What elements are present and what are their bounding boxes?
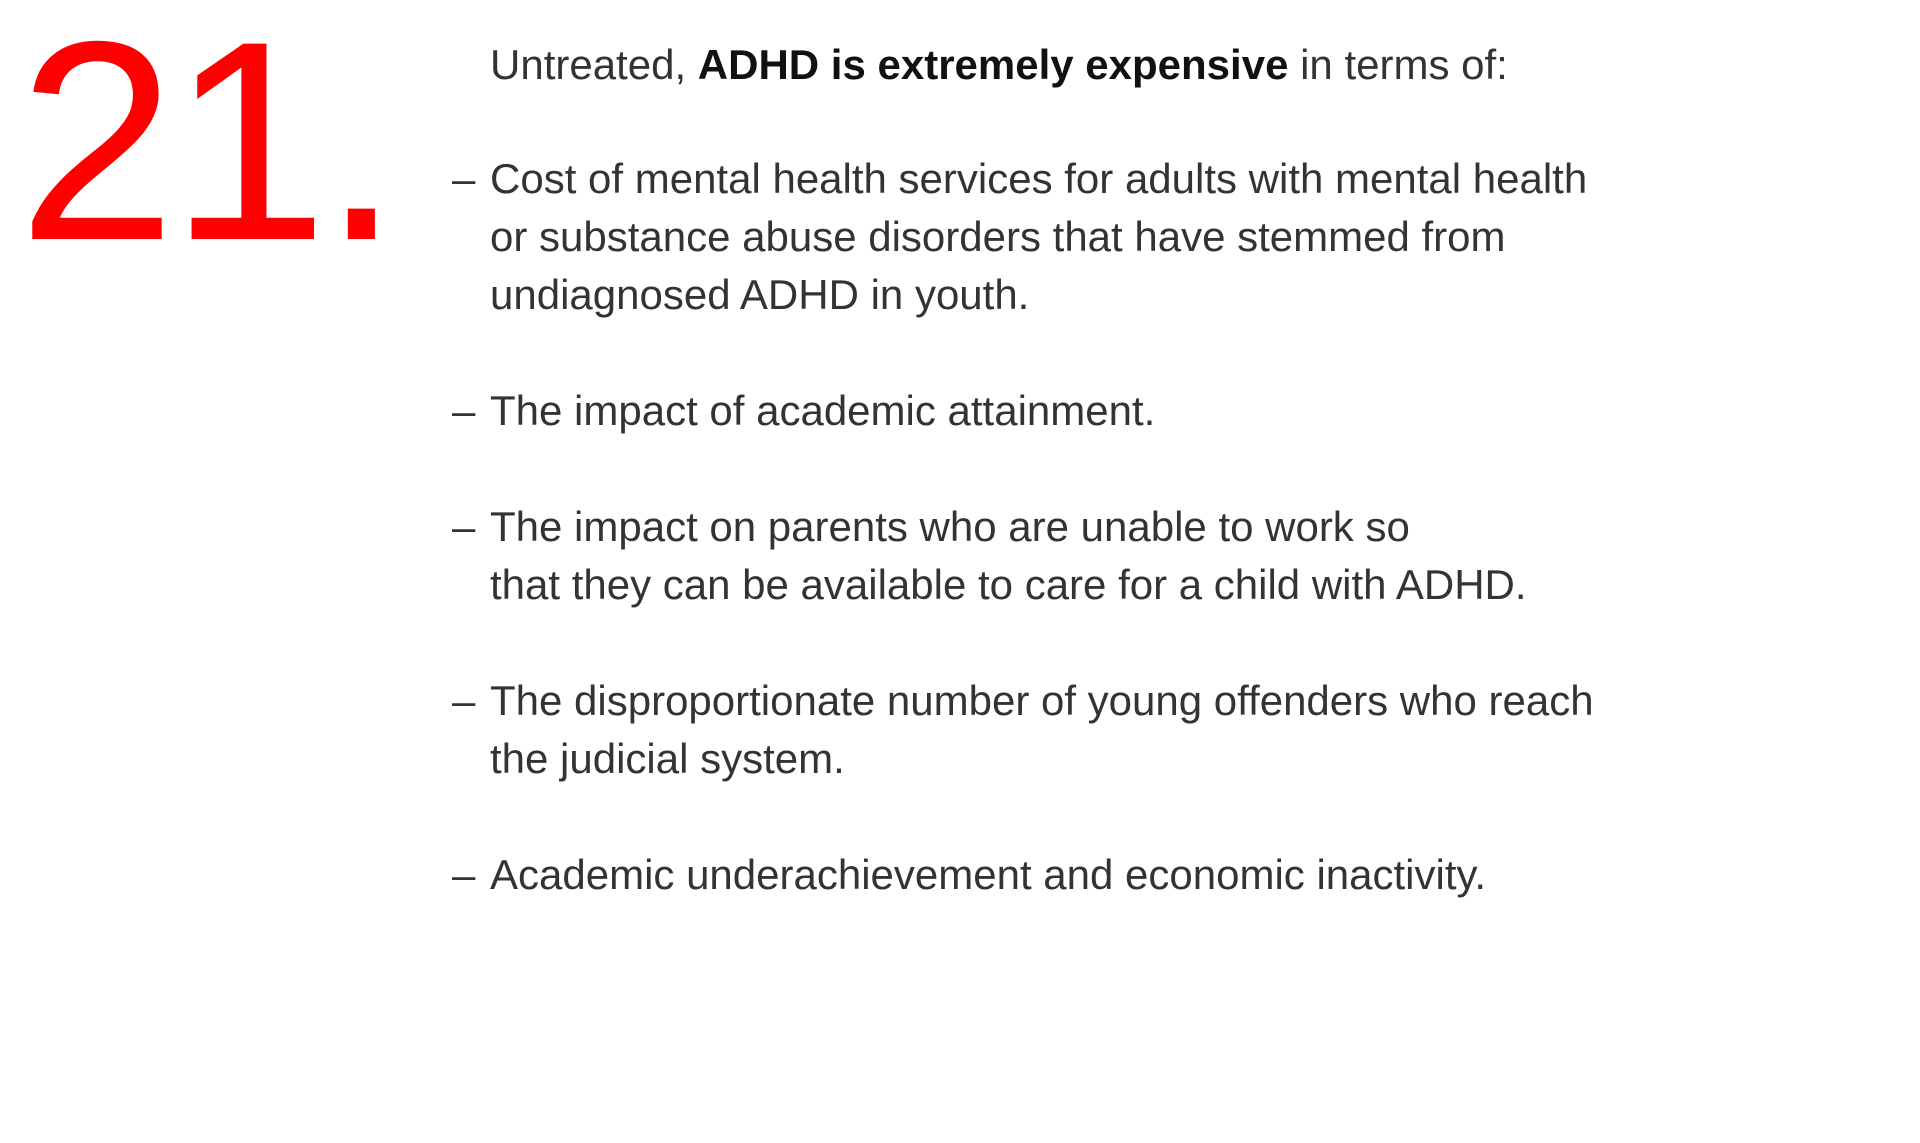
- list-item-line: Cost of mental health services for adults with mental health: [490, 155, 1588, 202]
- list-item: [452, 672, 1752, 788]
- list-item-line: the judicial system.: [490, 735, 845, 782]
- list-item-line: undiagnosed ADHD in youth.: [490, 271, 1030, 318]
- list-item-line: or substance abuse disorders that have stemmed from: [490, 213, 1506, 260]
- slide-content: [452, 36, 1752, 962]
- list-item: [452, 498, 1752, 614]
- intro-prefix: Untreated,: [490, 41, 698, 88]
- list-item-line: The impact of academic attainment.: [490, 387, 1156, 434]
- intro-text: [490, 36, 1752, 94]
- intro-emphasis: ADHD is extremely expensive: [697, 41, 1289, 88]
- bullet-dash: –: [452, 677, 476, 724]
- bullet-dash: –: [452, 851, 476, 898]
- list-item: [452, 846, 1752, 904]
- bullet-dash: –: [452, 503, 476, 550]
- intro-suffix: in terms of:: [1288, 41, 1508, 88]
- list-item-line: The impact on parents who are unable to work so: [490, 503, 1410, 550]
- list-item: [452, 382, 1752, 440]
- bullet-dash: –: [452, 155, 476, 202]
- list-item-line: Academic underachievement and economic inactivity.: [490, 851, 1487, 898]
- bullet-dash: –: [452, 387, 476, 434]
- list-item-line: that they can be available to care for a child with ADHD.: [490, 561, 1527, 608]
- slide-number: 21.: [18, 0, 395, 300]
- list-item: [452, 150, 1752, 324]
- list-item-line: The disproportionate number of young offenders who reach: [490, 677, 1594, 724]
